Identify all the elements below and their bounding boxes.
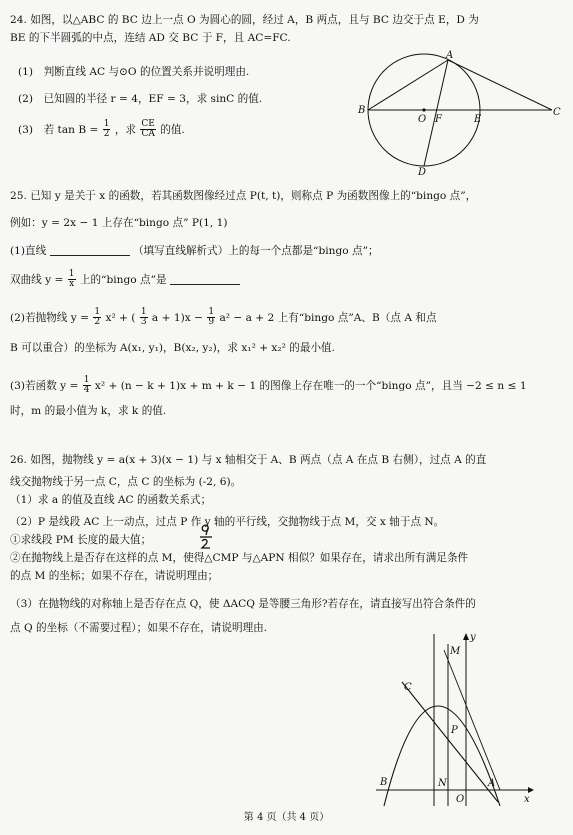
q24-part1: (1) 判断直线 AC 与⊙O 的位置关系并说明理由. — [18, 66, 250, 78]
q25-frac-ninth: $\frac{1}{9}$ — [208, 307, 215, 328]
q26-label-c: C — [404, 682, 412, 693]
q25-part1-a: (1)直线 — [10, 245, 47, 257]
q25-part2-line1: (2)若抛物线 y = $\frac{1}{2}$ x² + ( $\frac{1}{3}$ a + 1)x − $\frac{1}{9}$ a² − a + 2 上有“bingo 点”A、B（点 A 和点 — [10, 307, 437, 328]
q26-part2-ii-line1: ②在抛物线上是否存在这样的点 M，使得△CMP 与△APN 相似？如果存在，请求出所有满足条件 — [10, 552, 469, 564]
q24-line-ac — [448, 60, 552, 110]
q25-part1-d: 上的“bingo 点”是 — [79, 273, 167, 286]
q26-intro-line1: 26. 如图，抛物线 y = a(x + 3)(x − 1) 与 x 轴相交于 A、B 两点（点 A 在点 B 右侧），过点 A 的直 — [10, 454, 487, 466]
q24-label-e: E — [474, 114, 482, 125]
q24-part3-b: ，求 — [114, 123, 137, 136]
q25-intro-line1: 25. 已知 y 是关于 x 的函数，若其函数图像经过点 P(t, t)，则称点 P 为函数图像上的“bingo 点”， — [10, 190, 477, 202]
q26-label-y: y — [470, 632, 476, 643]
q26-label-n: N — [438, 778, 447, 789]
q26-label-a: A — [488, 778, 496, 789]
q25-part1-hyperbola — [10, 270, 240, 290]
q25-frac-quarter: $\frac{1}{4}$ — [83, 375, 90, 396]
q25-intro-line2: 例如：y = 2x − 1 上存在“bingo 点” P(1, 1) — [10, 217, 228, 229]
q24-center-dot — [422, 108, 425, 111]
q26-intro-line2: 线交抛物线于另一点 C，点 C 的坐标为 (-2, 6)。 — [10, 476, 242, 488]
q25-frac-half: $\frac{1}{2}$ — [94, 307, 101, 328]
q26-y-axis-arrow — [463, 633, 469, 640]
q25-frac-third: $\frac{1}{3}$ — [140, 307, 147, 328]
q26-part3-line1: （3）在抛物线的对称轴上是否存在点 Q，使 ΔACQ 是等腰三角形?若存在，请直接写出符合条件的 — [10, 598, 476, 610]
q26-label-b: B — [380, 777, 388, 788]
q25-blank-bingo-points — [170, 274, 240, 285]
q24-label-b: B — [358, 105, 366, 116]
handwritten-fraction-mark — [198, 523, 214, 551]
q24-line-ad — [424, 60, 448, 166]
q24-figure — [350, 48, 565, 176]
q25-part2-line2: B 可以重合）的坐标为 A(x₁, y₁)，B(x₂, y₂)，求 x₁² + x₂² 的最小值. — [10, 342, 336, 354]
q24-frac-tanb: $\frac{1}{2}$ — [103, 119, 110, 140]
q26-part2-ii-line2: 的点 M 的坐标；如果不存在，请说明理由； — [10, 570, 219, 582]
q24-label-a: A — [446, 50, 454, 61]
q24-frac-ce-ca: $\frac{CE}{CA}$ — [141, 119, 155, 140]
q26-x-axis-arrow — [528, 787, 534, 793]
q25-frac-1-over-x: $\frac{1}{x}$ — [68, 269, 75, 290]
q26-part1: （1）求 a 的值及直线 AC 的函数关系式； — [10, 494, 212, 506]
q24-part2: (2) 已知圆的半径 r = 4，EF = 3，求 sinC 的值. — [18, 93, 263, 105]
q25-part3-line2: 时，m 的最小值为 k，求 k 的值. — [10, 405, 167, 417]
q26-part2-i: ①求线段 PM 长度的最大值； — [10, 534, 152, 546]
q24-label-c: C — [553, 107, 561, 118]
q26-label-m: M — [450, 646, 461, 657]
q26-label-p: P — [451, 725, 458, 736]
q24-part3-c: 的值. — [160, 123, 185, 136]
q24-intro-line2: BE 的下半圆弧的中点，连结 AD 交 BC 于 F，且 AC=FC. — [10, 32, 291, 44]
q26-part2: （2）P 是线段 AC 上一动点，过点 P 作 y 轴的平行线，交抛物线于点 M，交 x 轴于点 N。 — [10, 516, 445, 528]
q25-part1-b: （填写直线解析式）上的每一个点都是“bingo 点”； — [132, 245, 379, 257]
q26-figure — [372, 630, 537, 808]
q24-part3 — [18, 120, 185, 140]
q24-label-f: F — [435, 114, 442, 125]
q24-label-d: D — [418, 167, 427, 176]
q26-line-ac — [402, 682, 498, 802]
q26-part3-line2: 点 Q 的坐标（不需要过程）；如果不存在，请说明理由. — [10, 622, 268, 634]
q25-blank-line-equation — [50, 245, 130, 256]
q26-label-o: O — [456, 794, 465, 805]
q26-label-x: x — [524, 794, 530, 805]
q24-part3-a: (3) 若 tan B = — [18, 123, 99, 136]
q24-intro-line1: 24. 如图，以△ABC 的 BC 边上一点 O 为圆心的圆，经过 A，B 两点，且与 BC 边交于点 E，D 为 — [10, 14, 479, 26]
q24-line-ba — [368, 60, 448, 110]
q26-parabola — [384, 706, 500, 806]
q25-part1-line — [10, 245, 379, 258]
q24-label-o: O — [418, 114, 427, 125]
page-footer: 第 4 页（共 4 页） — [243, 812, 330, 823]
q25-part1-c: 双曲线 y = — [10, 273, 64, 286]
q25-part3-line1: (3)若函数 y = $\frac{1}{4}$ x² + (n − k + 1)x + m + k − 1 的图像上存在唯一的一个“bingo 点”，且当 −2 ≤ n ≤ 1 — [10, 375, 527, 396]
